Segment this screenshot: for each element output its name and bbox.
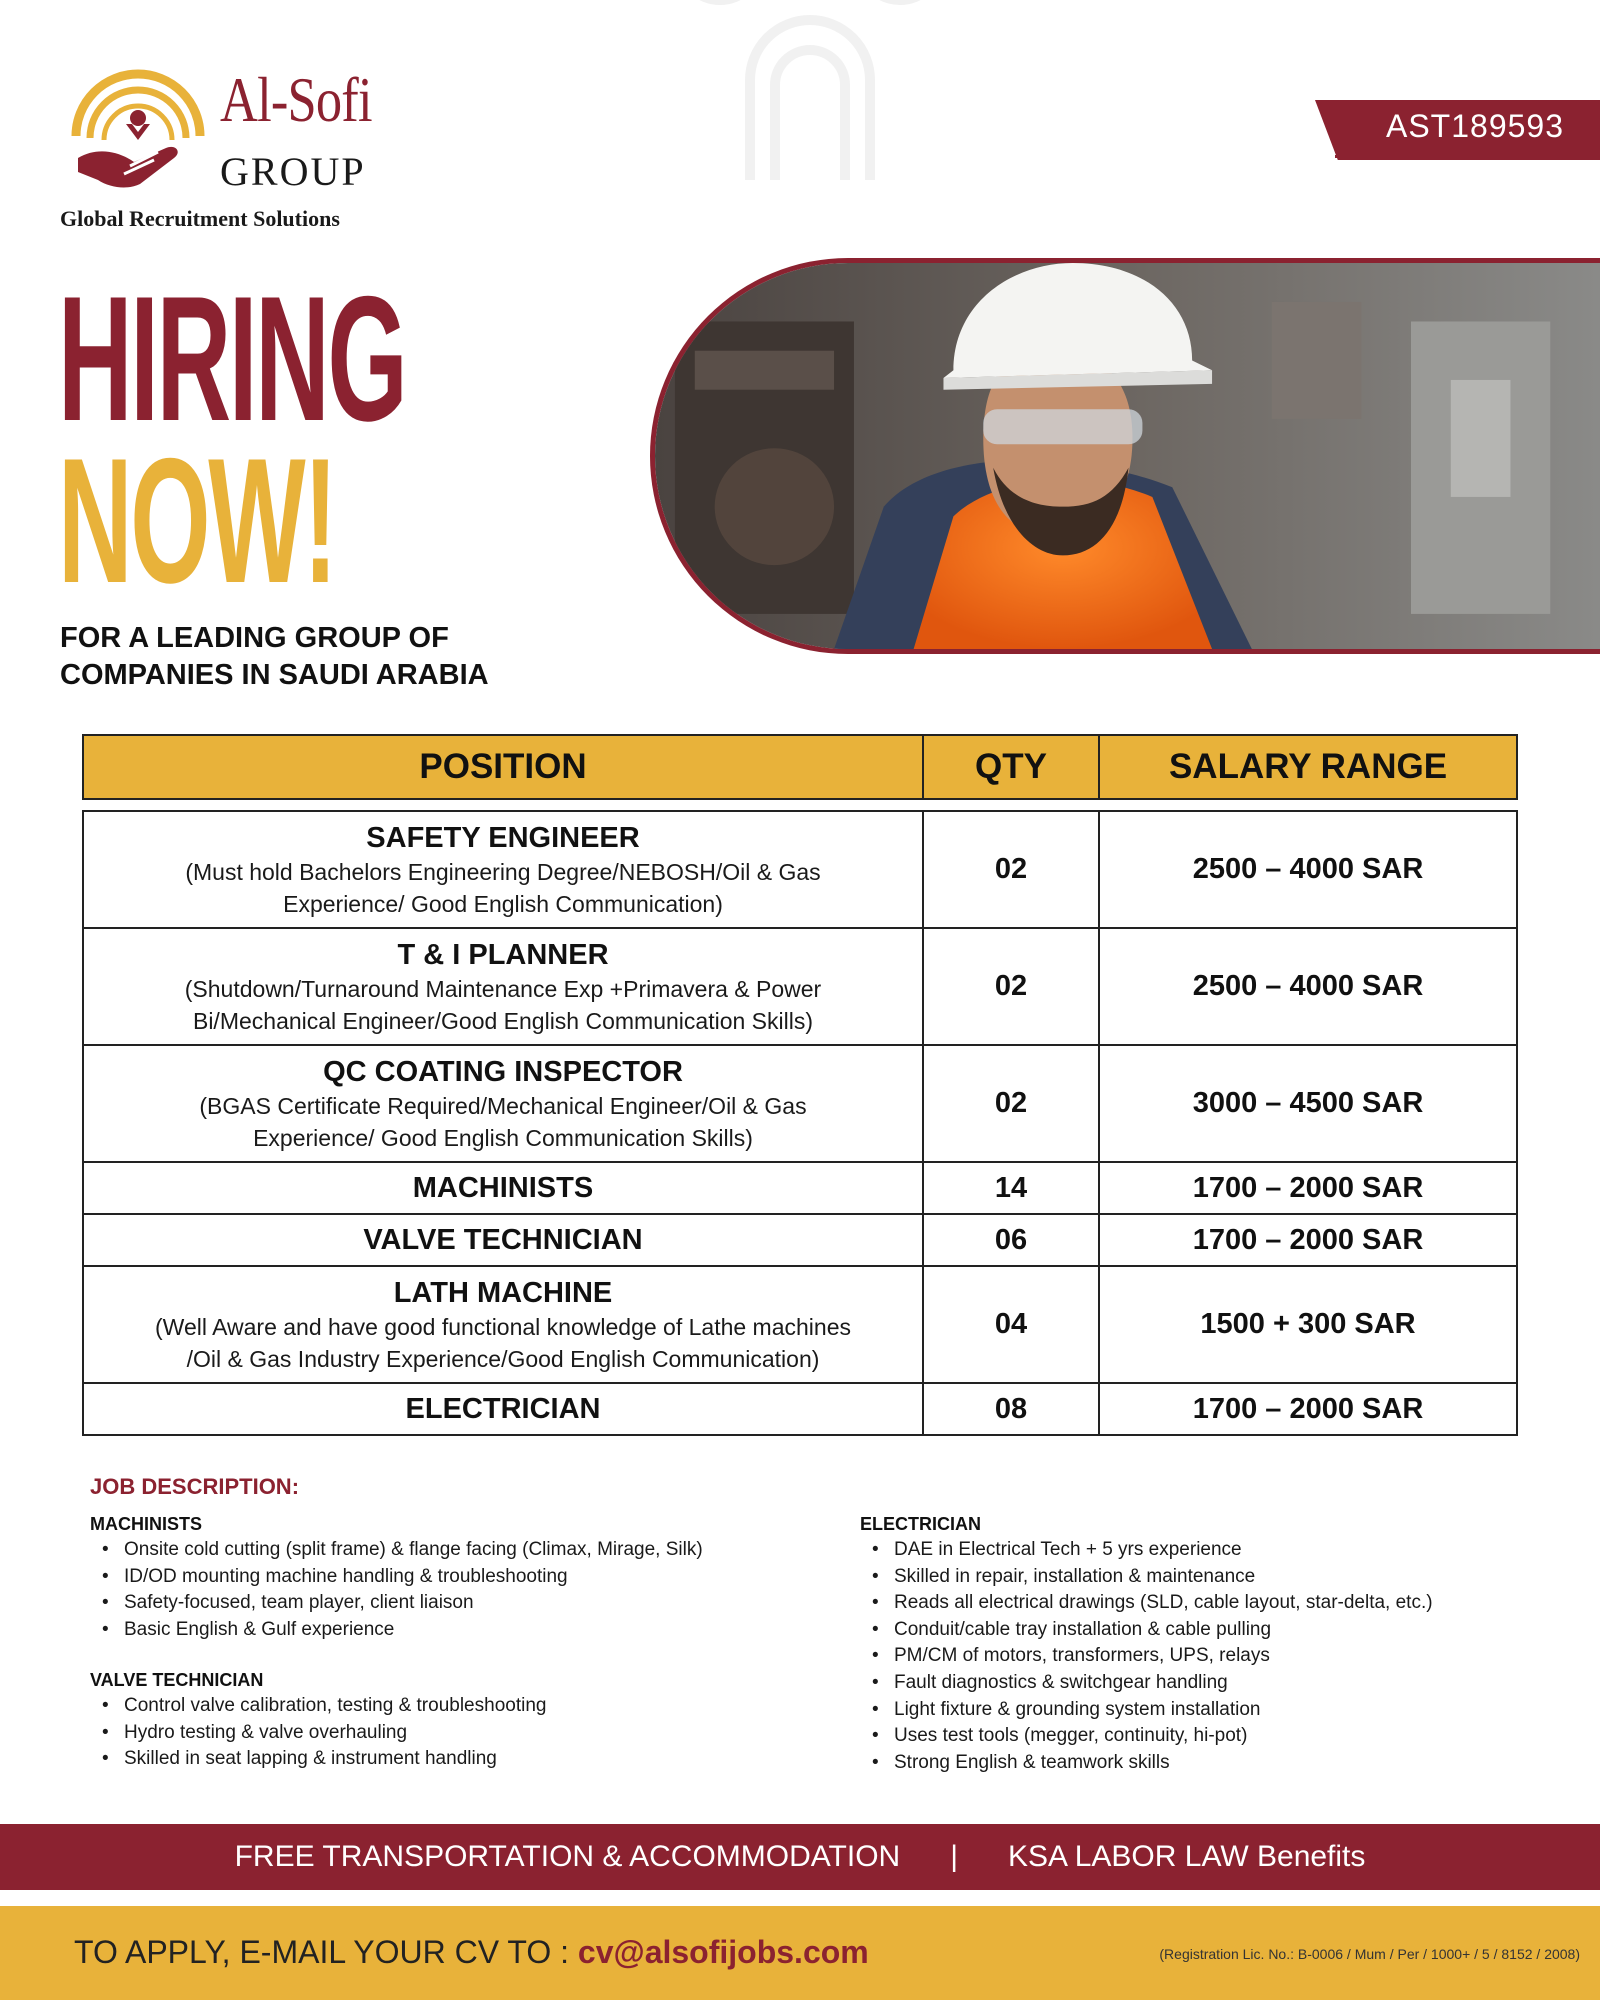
position-desc: (Well Aware and have good functional knowledge of Lathe machines xyxy=(155,1313,851,1340)
subheadline xyxy=(60,620,489,694)
section-heading: ELECTRICIAN xyxy=(860,1514,981,1534)
apply-prefix: TO APPLY, E-MAIL YOUR CV TO : xyxy=(74,1934,578,1970)
position-desc: Experience/ Good English Communication) xyxy=(283,890,723,917)
valve-technician-description xyxy=(90,1670,546,1773)
list-item: • Hydro testing & valve overhauling xyxy=(90,1720,546,1747)
position-cell xyxy=(84,1046,924,1161)
qty-cell: 08 xyxy=(924,1384,1100,1434)
list-item: • Reads all electrical drawings (SLD, cable layout, star-delta, etc.) xyxy=(860,1590,1433,1617)
salary-cell: 1700 – 2000 SAR xyxy=(1192,1392,1424,1425)
headline-now: NOW! xyxy=(58,421,336,620)
list-item: • Fault diagnostics & switchgear handling xyxy=(860,1670,1433,1697)
table-row xyxy=(84,812,1516,929)
table-row xyxy=(84,1384,1516,1436)
position-cell xyxy=(84,812,924,927)
position-desc: Bi/Mechanical Engineer/Good English Communication Skills) xyxy=(192,1007,813,1034)
header-qty: QTY xyxy=(924,736,1100,798)
job-description-title: JOB DESCRIPTION: xyxy=(90,1474,300,1499)
position-desc: /Oil & Gas Industry Experience/Good English Communication) xyxy=(186,1345,820,1372)
company-logo xyxy=(58,62,418,232)
logo-tagline: Global Recruitment Solutions xyxy=(60,206,340,231)
subheadline-line2: COMPANIES IN SAUDI ARABIA xyxy=(60,659,489,691)
positions-table-header xyxy=(82,734,1518,800)
position-cell xyxy=(84,1215,924,1265)
headline-hiring: HIRING xyxy=(58,259,406,458)
list-item: • Conduit/cable tray installation & cable pulling xyxy=(860,1617,1433,1644)
position-desc: (BGAS Certificate Required/Mechanical Engineer/Oil & Gas xyxy=(199,1092,807,1119)
position-title: SAFETY ENGINEER xyxy=(366,821,640,854)
list-item: • Uses test tools (megger, continuity, hi-pot) xyxy=(860,1723,1433,1750)
salary-cell: 2500 – 4000 SAR xyxy=(1192,853,1424,885)
registration-number: (Registration Lic. No.: B-0006 / Mum / Per / 1000+ / 5 / 8152 / 2008) xyxy=(1159,1946,1580,1962)
table-row xyxy=(84,1046,1516,1163)
list-item: • PM/CM of motors, transformers, UPS, relays xyxy=(860,1643,1433,1670)
header-position: POSITION xyxy=(84,736,924,798)
header-salary: SALARY RANGE xyxy=(1168,747,1448,786)
list-item: • Safety-focused, team player, client liaison xyxy=(90,1590,703,1617)
apply-email-link[interactable]: cv@alsofijobs.com xyxy=(577,1934,869,1970)
logo-group: GROUP xyxy=(220,149,366,194)
list-item: • Strong English & teamwork skills xyxy=(860,1750,1433,1777)
qty-cell: 14 xyxy=(924,1163,1100,1213)
position-desc: (Must hold Bachelors Engineering Degree/NEBOSH/Oil & Gas xyxy=(185,858,821,885)
list-item: • Skilled in repair, installation & maintenance xyxy=(860,1564,1433,1591)
table-row xyxy=(84,1267,1516,1384)
benefit-labor-law: KSA LABOR LAW Benefits xyxy=(1008,1840,1366,1873)
qty-cell: 06 xyxy=(924,1215,1100,1265)
list-item: • Skilled in seat lapping & instrument handling xyxy=(90,1746,546,1773)
position-cell xyxy=(84,1163,924,1213)
benefit-divider: | xyxy=(950,1840,959,1873)
position-cell xyxy=(84,1384,924,1434)
section-heading: VALVE TECHNICIAN xyxy=(90,1670,264,1690)
list-item: • Control valve calibration, testing & troubleshooting xyxy=(90,1693,546,1720)
benefits-banner xyxy=(0,1824,1600,1890)
table-row xyxy=(84,1215,1516,1267)
qty-cell: 02 xyxy=(924,812,1100,927)
qty-cell: 02 xyxy=(924,929,1100,1044)
ad-id-text: AST189593 xyxy=(1385,108,1564,144)
positions-table xyxy=(82,810,1518,1436)
subheadline-line1: FOR A LEADING GROUP OF xyxy=(60,622,449,654)
position-desc: Experience/ Good English Communication Skills) xyxy=(253,1124,753,1151)
list-item: • Basic English & Gulf experience xyxy=(90,1617,703,1644)
position-cell xyxy=(84,929,924,1044)
list-item: • Onsite cold cutting (split frame) & flange facing (Climax, Mirage, Silk) xyxy=(90,1537,703,1564)
position-title: QC COATING INSPECTOR xyxy=(323,1055,683,1088)
apply-instruction xyxy=(74,1934,869,1971)
salary-cell: 1500 + 300 SAR xyxy=(1200,1308,1416,1340)
apply-banner xyxy=(0,1906,1600,2000)
position-title: MACHINISTS xyxy=(412,1172,594,1204)
position-title: ELECTRICIAN xyxy=(405,1393,601,1425)
logo-name: Al-Sofi xyxy=(220,64,372,135)
worker-photo xyxy=(650,258,1600,654)
table-row xyxy=(84,929,1516,1046)
salary-cell: 1700 – 2000 SAR xyxy=(1192,1223,1424,1256)
qty-cell: 02 xyxy=(924,1046,1100,1161)
logo-hands-icon xyxy=(68,66,208,196)
list-item: • Light fixture & grounding system installation xyxy=(860,1697,1433,1724)
background-arcs xyxy=(660,0,960,180)
salary-cell: 1700 – 2000 SAR xyxy=(1192,1171,1424,1204)
position-title: T & I PLANNER xyxy=(397,938,609,971)
electrician-description xyxy=(860,1514,1433,1776)
salary-cell: 3000 – 4500 SAR xyxy=(1192,1087,1424,1119)
machinists-description xyxy=(90,1514,703,1643)
list-item: • ID/OD mounting machine handling & troubleshooting xyxy=(90,1564,703,1591)
position-cell xyxy=(84,1267,924,1382)
section-heading: MACHINISTS xyxy=(90,1514,202,1534)
salary-cell: 2500 – 4000 SAR xyxy=(1192,970,1424,1002)
table-row xyxy=(84,1163,1516,1215)
position-title: VALVE TECHNICIAN xyxy=(363,1224,643,1256)
list-item: • DAE in Electrical Tech + 5 yrs experience xyxy=(860,1537,1433,1564)
position-desc: (Shutdown/Turnaround Maintenance Exp +Primavera & Power xyxy=(184,975,822,1002)
qty-cell: 04 xyxy=(924,1267,1100,1382)
benefit-transport: FREE TRANSPORTATION & ACCOMMODATION xyxy=(234,1840,901,1873)
position-title: LATH MACHINE xyxy=(393,1276,613,1309)
ad-id-underline xyxy=(1335,155,1600,158)
